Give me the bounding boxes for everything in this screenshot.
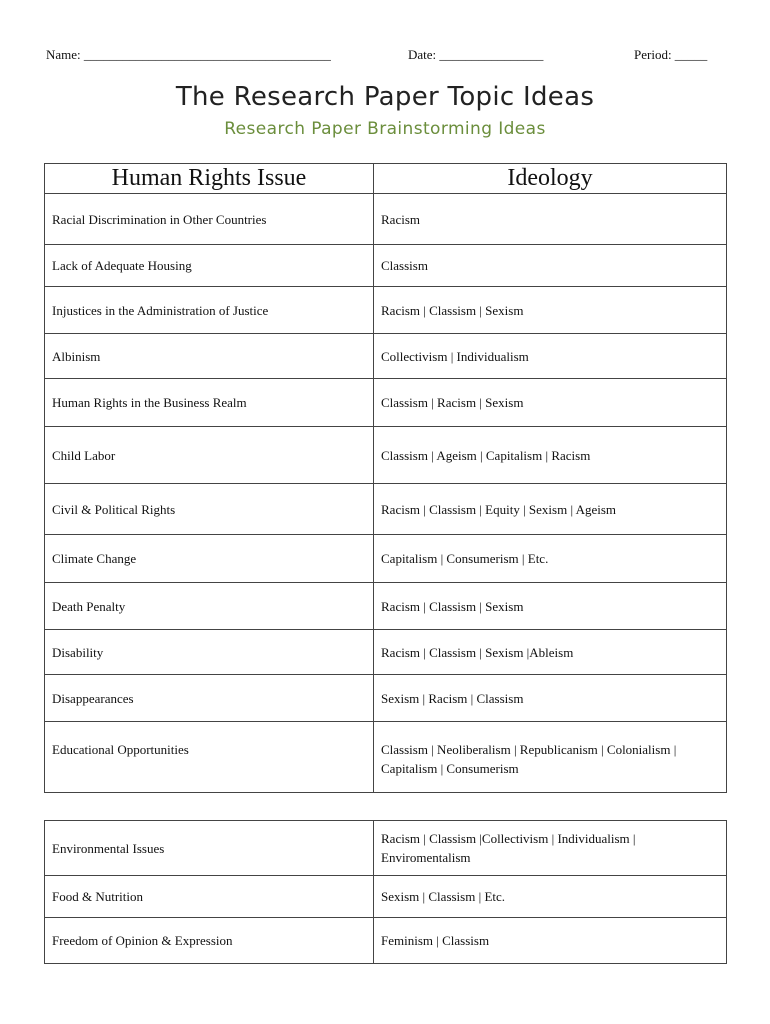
- issue-cell: Civil & Political Rights: [45, 484, 374, 535]
- period-field: Period: _____: [634, 47, 708, 62]
- ideology-cell: Racism | Classism | Sexism |Ableism: [374, 630, 727, 675]
- column-header-issue: Human Rights Issue: [45, 164, 374, 194]
- issue-cell: Child Labor: [45, 427, 374, 484]
- issue-cell: Death Penalty: [45, 583, 374, 630]
- table-row: [45, 379, 727, 427]
- ideology-cell: Classism | Neoliberalism | Republicanism | Colonialism | Capitalism | Consumerism: [374, 722, 727, 793]
- issue-cell: Educational Opportunities: [45, 722, 374, 793]
- issue-cell: Food & Nutrition: [45, 876, 374, 918]
- table-row: [45, 821, 727, 876]
- ideology-cell: Racism | Classism |Collectivism | Individualism | Enviromentalism: [374, 821, 727, 876]
- table-row: [45, 722, 727, 793]
- topics-table: [44, 163, 727, 793]
- table-row: [45, 918, 727, 964]
- ideology-cell: Racism | Classism | Equity | Sexism | Ageism: [374, 484, 727, 535]
- issue-cell: Injustices in the Administration of Justice: [45, 287, 374, 334]
- ideology-cell: Racism: [374, 194, 727, 245]
- ideology-cell: Classism | Ageism | Capitalism | Racism: [374, 427, 727, 484]
- table-row: [45, 675, 727, 722]
- table-row: [45, 484, 727, 535]
- table-row: [45, 630, 727, 675]
- ideology-cell: Sexism | Classism | Etc.: [374, 876, 727, 918]
- issue-cell: Lack of Adequate Housing: [45, 245, 374, 287]
- ideology-cell: Classism: [374, 245, 727, 287]
- ideology-cell: Collectivism | Individualism: [374, 334, 727, 379]
- table-row: [45, 245, 727, 287]
- page-subtitle: Research Paper Brainstorming Ideas: [224, 119, 546, 139]
- ideology-cell: Capitalism | Consumerism | Etc.: [374, 535, 727, 583]
- issue-cell: Environmental Issues: [45, 821, 374, 876]
- ideology-cell: Feminism | Classism: [374, 918, 727, 964]
- worksheet-header: [46, 47, 726, 67]
- issue-cell: Disappearances: [45, 675, 374, 722]
- ideology-cell: Racism | Classism | Sexism: [374, 287, 727, 334]
- table-row: [45, 535, 727, 583]
- issue-cell: Freedom of Opinion & Expression: [45, 918, 374, 964]
- date-field: Date: ________________: [408, 47, 544, 62]
- ideology-cell: Racism | Classism | Sexism: [374, 583, 727, 630]
- issue-cell: Racial Discrimination in Other Countries: [45, 194, 374, 245]
- table-row: [45, 334, 727, 379]
- page-title: The Research Paper Topic Ideas: [175, 82, 595, 112]
- table-header-row: [45, 164, 727, 194]
- column-header-ideology: Ideology: [374, 164, 727, 194]
- issue-cell: Disability: [45, 630, 374, 675]
- name-field: Name: ______________________________________: [46, 47, 331, 62]
- table-row: [45, 287, 727, 334]
- issue-cell: Human Rights in the Business Realm: [45, 379, 374, 427]
- table-row: [45, 194, 727, 245]
- topics-table-continued: [44, 820, 727, 964]
- ideology-cell: Sexism | Racism | Classism: [374, 675, 727, 722]
- issue-cell: Climate Change: [45, 535, 374, 583]
- table-row: [45, 876, 727, 918]
- issue-cell: Albinism: [45, 334, 374, 379]
- ideology-cell: Classism | Racism | Sexism: [374, 379, 727, 427]
- table-row: [45, 583, 727, 630]
- table-row: [45, 427, 727, 484]
